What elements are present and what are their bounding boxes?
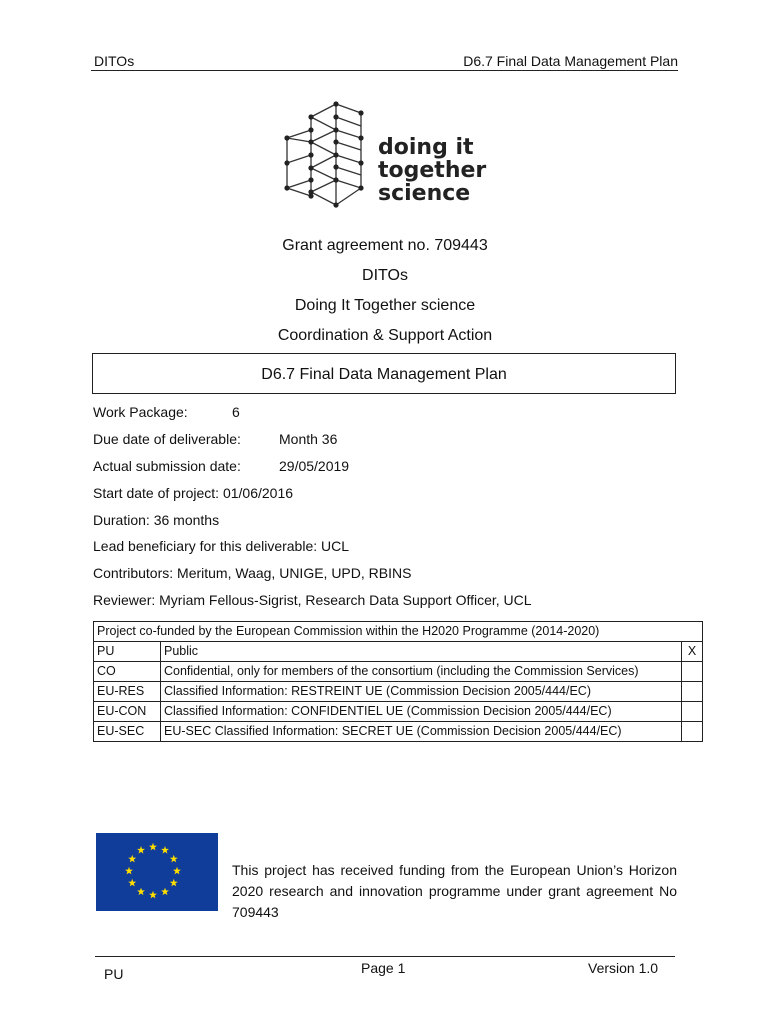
lead-beneficiary: Lead beneficiary for this deliverable: UCL: [93, 538, 350, 554]
eu-star-icon: [125, 867, 133, 875]
level-mark: [682, 722, 703, 742]
level-mark: X: [682, 642, 703, 662]
level-code: PU: [94, 642, 161, 662]
eu-star-icon: [128, 855, 136, 863]
project-name: Doing It Together science: [294, 297, 476, 314]
level-description: EU-SEC Classified Information: SECRET UE (Commission Decision 2005/444/EC): [161, 722, 682, 742]
eu-star-icon: [137, 888, 145, 896]
header-divider: [91, 70, 678, 71]
level-mark: [682, 682, 703, 702]
due-date-label: Due date of deliverable:: [93, 431, 241, 447]
level-code: EU-CON: [94, 702, 161, 722]
logo-wordmark: [378, 136, 486, 205]
level-description: Confidential, only for members of the consortium (including the Commission Services): [161, 662, 682, 682]
footer-left: PU: [104, 966, 124, 982]
table-row: [94, 722, 703, 742]
level-code: EU-SEC: [94, 722, 161, 742]
funding-statement: This project has received funding from the European Union’s Horizon 2020 research and innovation programme under grant agreement No 709443: [232, 862, 677, 920]
logo-line-3: science: [378, 181, 471, 206]
eu-star-icon: [161, 888, 169, 896]
eu-star-icon: [170, 855, 178, 863]
due-date-value: Month 36: [279, 431, 338, 447]
header-right: D6.7 Final Data Management Plan: [463, 53, 678, 69]
logo-line-1: doing it: [378, 135, 474, 160]
eu-star-icon: [149, 843, 157, 851]
eu-star-icon: [149, 891, 157, 899]
start-date: Start date of project: 01/06/2016: [93, 485, 294, 501]
table-row: [94, 702, 703, 722]
duration: Duration: 36 months: [93, 512, 220, 528]
table-heading-row: [94, 622, 703, 642]
contributors: Contributors: Meritum, Waag, UNIGE, UPD, RBINS: [93, 565, 412, 581]
project-acronym: DITOs: [362, 267, 408, 284]
action-type: Coordination & Support Action: [277, 327, 493, 344]
submission-date-label: Actual submission date:: [93, 458, 241, 474]
submission-date-value: 29/05/2019: [279, 458, 350, 474]
reviewer: Reviewer: Myriam Fellous-Sigrist, Research Data Support Officer, UCL: [93, 592, 532, 608]
footer-divider: [95, 956, 675, 957]
work-package-row: [93, 404, 240, 420]
grant-agreement: Grant agreement no. 709443: [282, 237, 488, 254]
logo-line-2: together: [378, 158, 487, 183]
eu-star-icon: [161, 846, 169, 854]
deliverable-title: D6.7 Final Data Management Plan: [92, 353, 676, 394]
version: Version 1.0: [588, 960, 659, 976]
level-mark: [682, 702, 703, 722]
ditos-logo-icon: [283, 100, 373, 215]
level-description: Classified Information: RESTREINT UE (Commission Decision 2005/444/EC): [161, 682, 682, 702]
header-left: DITOs: [94, 53, 135, 69]
dissemination-table: [93, 621, 703, 742]
eu-star-icon: [128, 879, 136, 887]
table-row: [94, 642, 703, 662]
eu-star-icon: [137, 846, 145, 854]
level-code: EU-RES: [94, 682, 161, 702]
level-description: Classified Information: CONFIDENTIEL UE (Commission Decision 2005/444/EC): [161, 702, 682, 722]
table-row: [94, 662, 703, 682]
submission-date-row: [93, 458, 350, 474]
due-date-row: [93, 431, 338, 447]
table-heading: Project co-funded by the European Commission within the H2020 Programme (2014-2020): [94, 622, 703, 642]
eu-flag-icon: [96, 833, 218, 911]
page-number: Page 1: [361, 960, 406, 976]
work-package-label: Work Package:: [93, 404, 188, 420]
level-description: Public: [161, 642, 682, 662]
table-row: [94, 682, 703, 702]
level-mark: [682, 662, 703, 682]
eu-star-icon: [173, 867, 181, 875]
work-package-value: 6: [232, 404, 240, 420]
level-code: CO: [94, 662, 161, 682]
eu-star-icon: [170, 879, 178, 887]
